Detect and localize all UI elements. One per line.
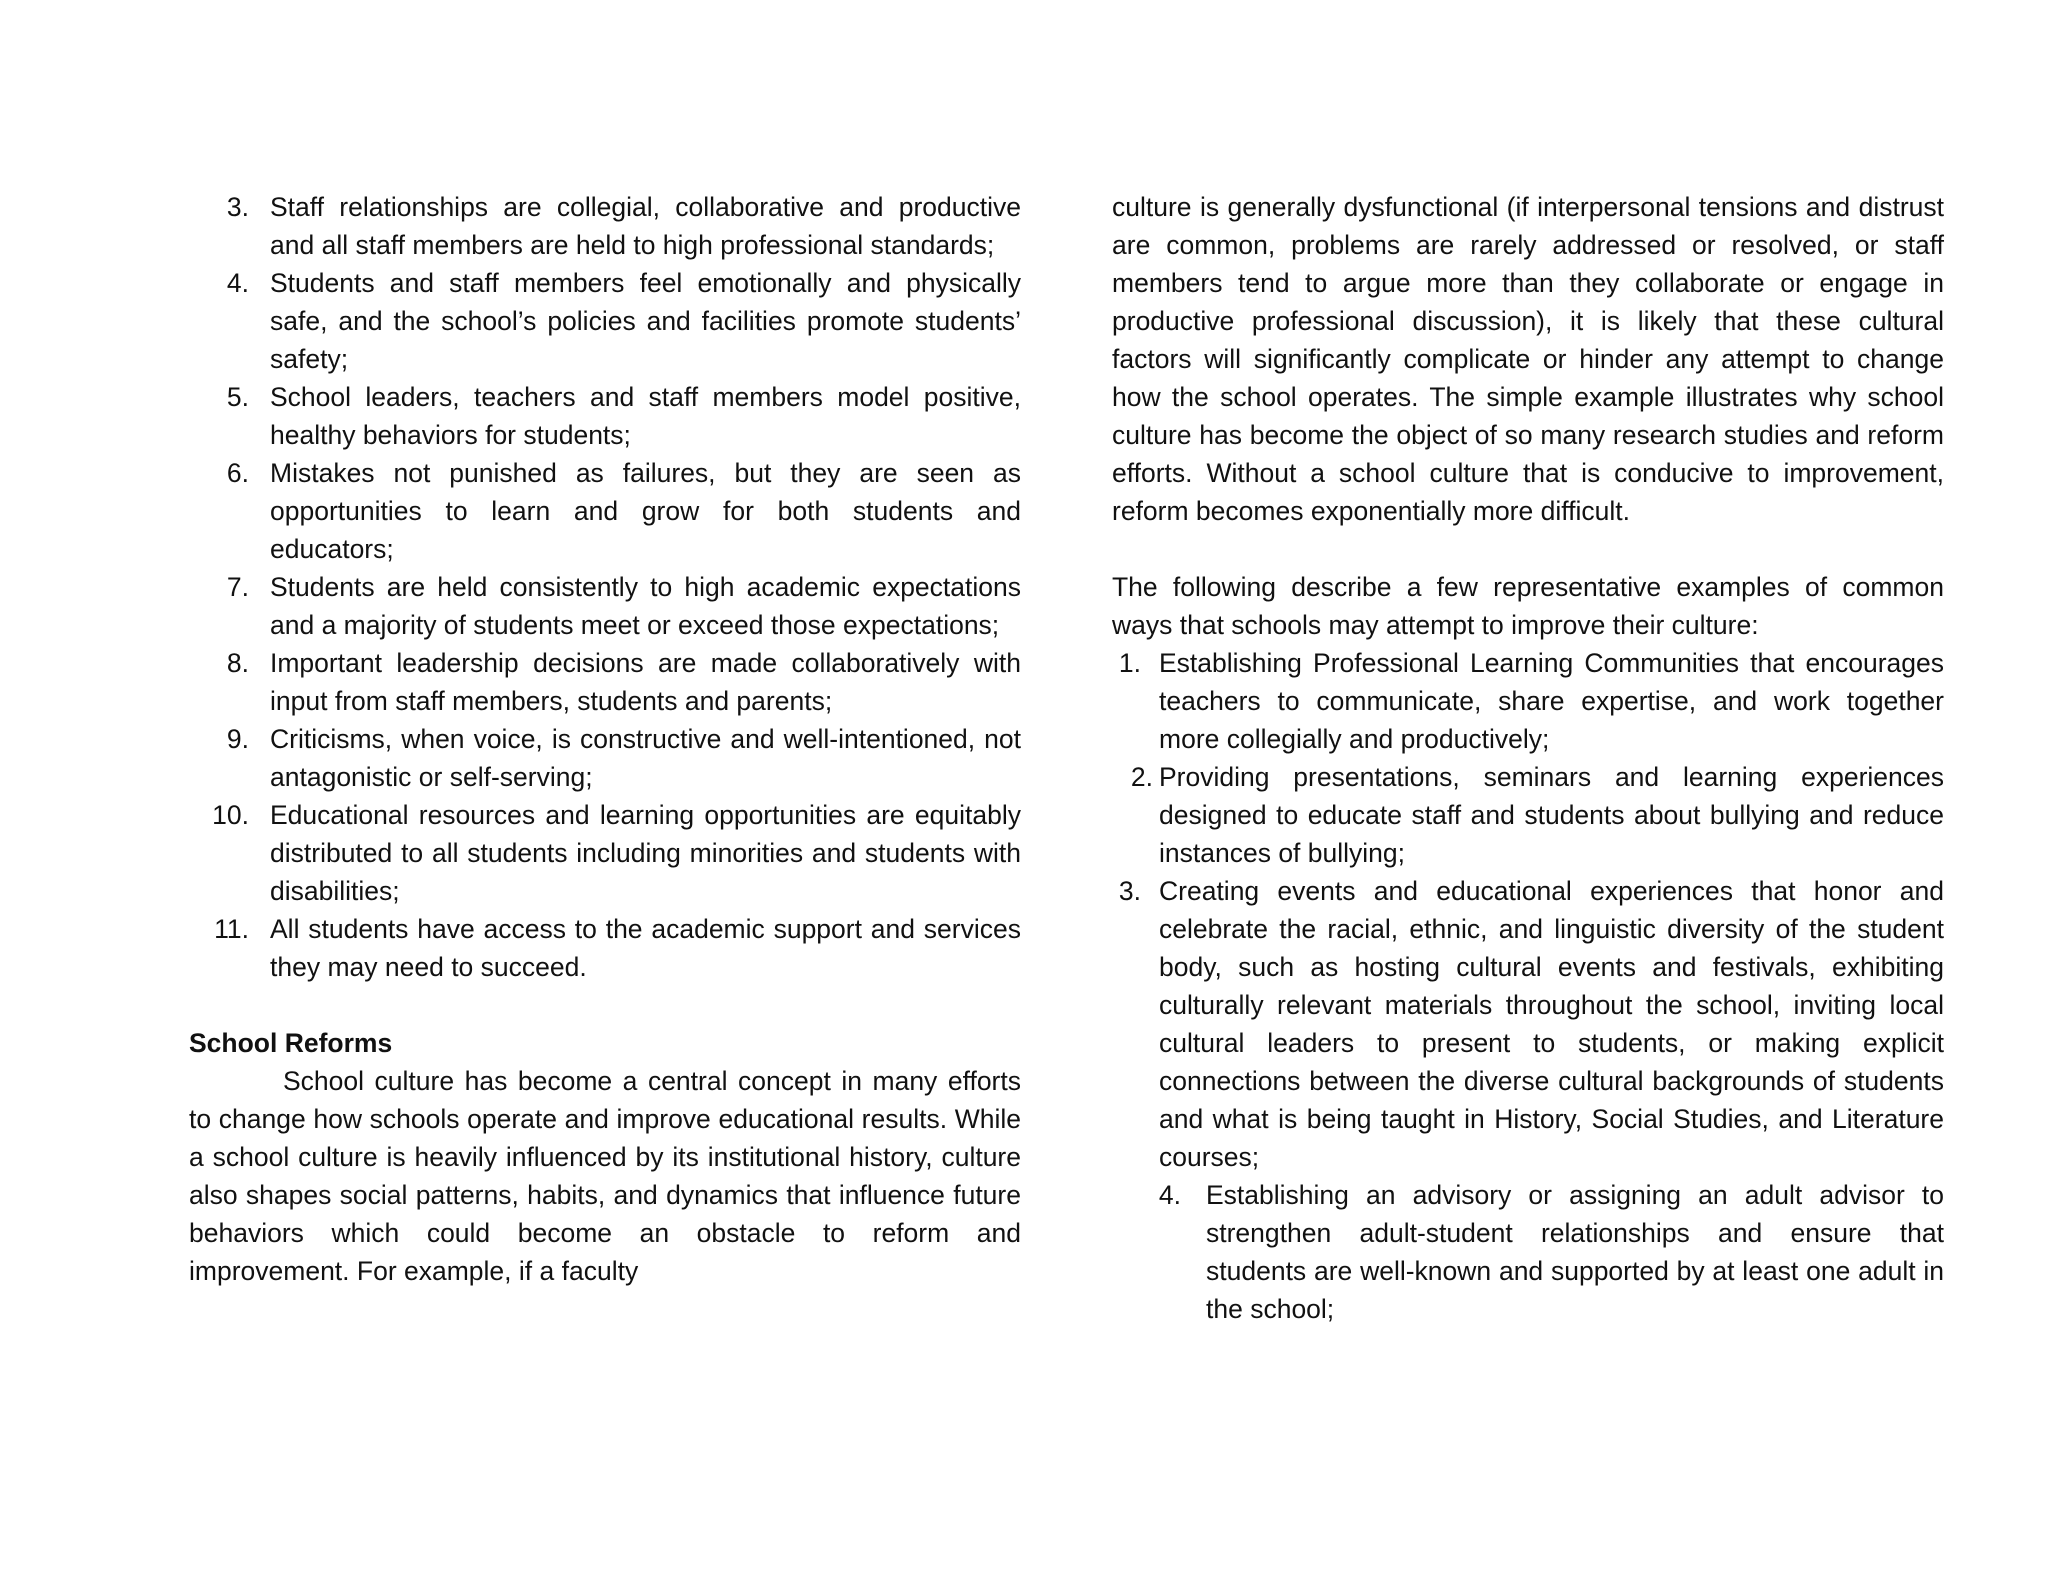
list-item-text: Creating events and educational experiences that honor and celebrate the racial, ethnic, and linguistic diversity of the student body, such as hosting cultural events and festivals, exhibiting culturally relevant materials throughout the school, inviting local cultural leaders to present to students, or making explicit connections between the diverse cultural backgrounds of students and what is being taught in History, Social Studies, and Literature courses; xyxy=(1159,876,1944,1172)
list-item-number: 3. xyxy=(1118,876,1141,906)
section-heading: School Reforms xyxy=(189,1028,393,1058)
list-item xyxy=(189,796,1021,910)
list-item-text: Mistakes not punished as failures, but they are seen as opportunities to learn and grow for both students and educators; xyxy=(270,458,1021,564)
list-item-text: Students are held consistently to high academic expectations and a majority of students meet or exceed those expectations; xyxy=(270,572,1021,640)
list-item-number: 4. xyxy=(1158,1180,1181,1210)
list-item-text: Establishing Professional Learning Communities that encourages teachers to communicate, share expertise, and work together more collegially and productively; xyxy=(1159,648,1944,754)
list-item-number: 11. xyxy=(214,914,249,944)
right-column xyxy=(1112,188,1944,1328)
list-item xyxy=(1112,872,1944,1176)
list-item-text: Providing presentations, seminars and learning experiences designed to educate staff and students about bullying and reduce instances of bullying; xyxy=(1159,762,1944,868)
list-item-text: Criticisms, when voice, is constructive and well-intentioned, not antagonistic or self-serving; xyxy=(270,724,1021,792)
list-item-number: 7. xyxy=(226,572,249,602)
body-paragraph-continued: culture is generally dysfunctional (if interpersonal tensions and distrust are common, problems are rarely addressed or resolved, or staff members tend to argue more than they collaborate or engage in productive professional discussion), it is likely that these cultural factors will significantly complicate or hinder any attempt to change how the school operates. The simple example illustrates why school culture has become the object of so many research studies and reform efforts. Without a school culture that is conducive to improvement, reform becomes exponentially more difficult. xyxy=(1112,192,1944,526)
improvement-examples-list xyxy=(1112,644,1944,1328)
list-item xyxy=(189,720,1021,796)
list-item xyxy=(189,264,1021,378)
list-item-text: Students and staff members feel emotionally and physically safe, and the school’s policies and facilities promote students’ safety; xyxy=(270,268,1021,374)
list-item-text: Establishing an advisory or assigning an adult advisor to strengthen adult-student relationships and ensure that students are well-known and supported by at least one adult in the school; xyxy=(1206,1180,1944,1324)
list-item-number: 3. xyxy=(226,192,249,222)
body-paragraph: School culture has become a central concept in many efforts to change how schools operate and improve educational results. While a school culture is heavily influenced by its institutional history, culture also shapes social patterns, habits, and dynamics that influence future behaviors which could become an obstacle to reform and improvement. For example, if a faculty xyxy=(189,1066,1021,1286)
list-item xyxy=(189,188,1021,264)
left-column xyxy=(189,188,1021,1290)
list-item xyxy=(1112,758,1944,872)
list-item xyxy=(1112,644,1944,758)
list-item-number: 5. xyxy=(226,382,249,412)
list-item-text: School leaders, teachers and staff members model positive, healthy behaviors for students; xyxy=(270,382,1021,450)
list-item-text: Staff relationships are collegial, collaborative and productive and all staff members are held to high professional standards; xyxy=(270,192,1021,260)
list-item-number: 10. xyxy=(212,800,249,830)
paragraph-spacer xyxy=(1112,530,1944,568)
school-culture-characteristics-list xyxy=(189,188,1021,986)
list-item-number: 6. xyxy=(226,458,249,488)
list-item-number: 4. xyxy=(226,268,249,298)
list-item-text: Important leadership decisions are made collaboratively with input from staff members, students and parents; xyxy=(270,648,1021,716)
list-item-number: 1. xyxy=(1118,648,1141,678)
list-item-number: 8. xyxy=(226,648,249,678)
list-intro: The following describe a few representative examples of common ways that schools may attempt to improve their culture: xyxy=(1112,572,1944,640)
list-item-text: All students have access to the academic support and services they may need to succeed. xyxy=(270,914,1021,982)
list-item xyxy=(189,454,1021,568)
list-item-number: 9. xyxy=(226,724,249,754)
list-item-number: 2. xyxy=(1130,762,1153,792)
list-item xyxy=(189,910,1021,986)
list-item xyxy=(189,568,1021,644)
list-item xyxy=(1112,1176,1944,1328)
list-item xyxy=(189,378,1021,454)
list-item xyxy=(189,644,1021,720)
list-item-text: Educational resources and learning opportunities are equitably distributed to all students including minorities and students with disabilities; xyxy=(270,800,1021,906)
